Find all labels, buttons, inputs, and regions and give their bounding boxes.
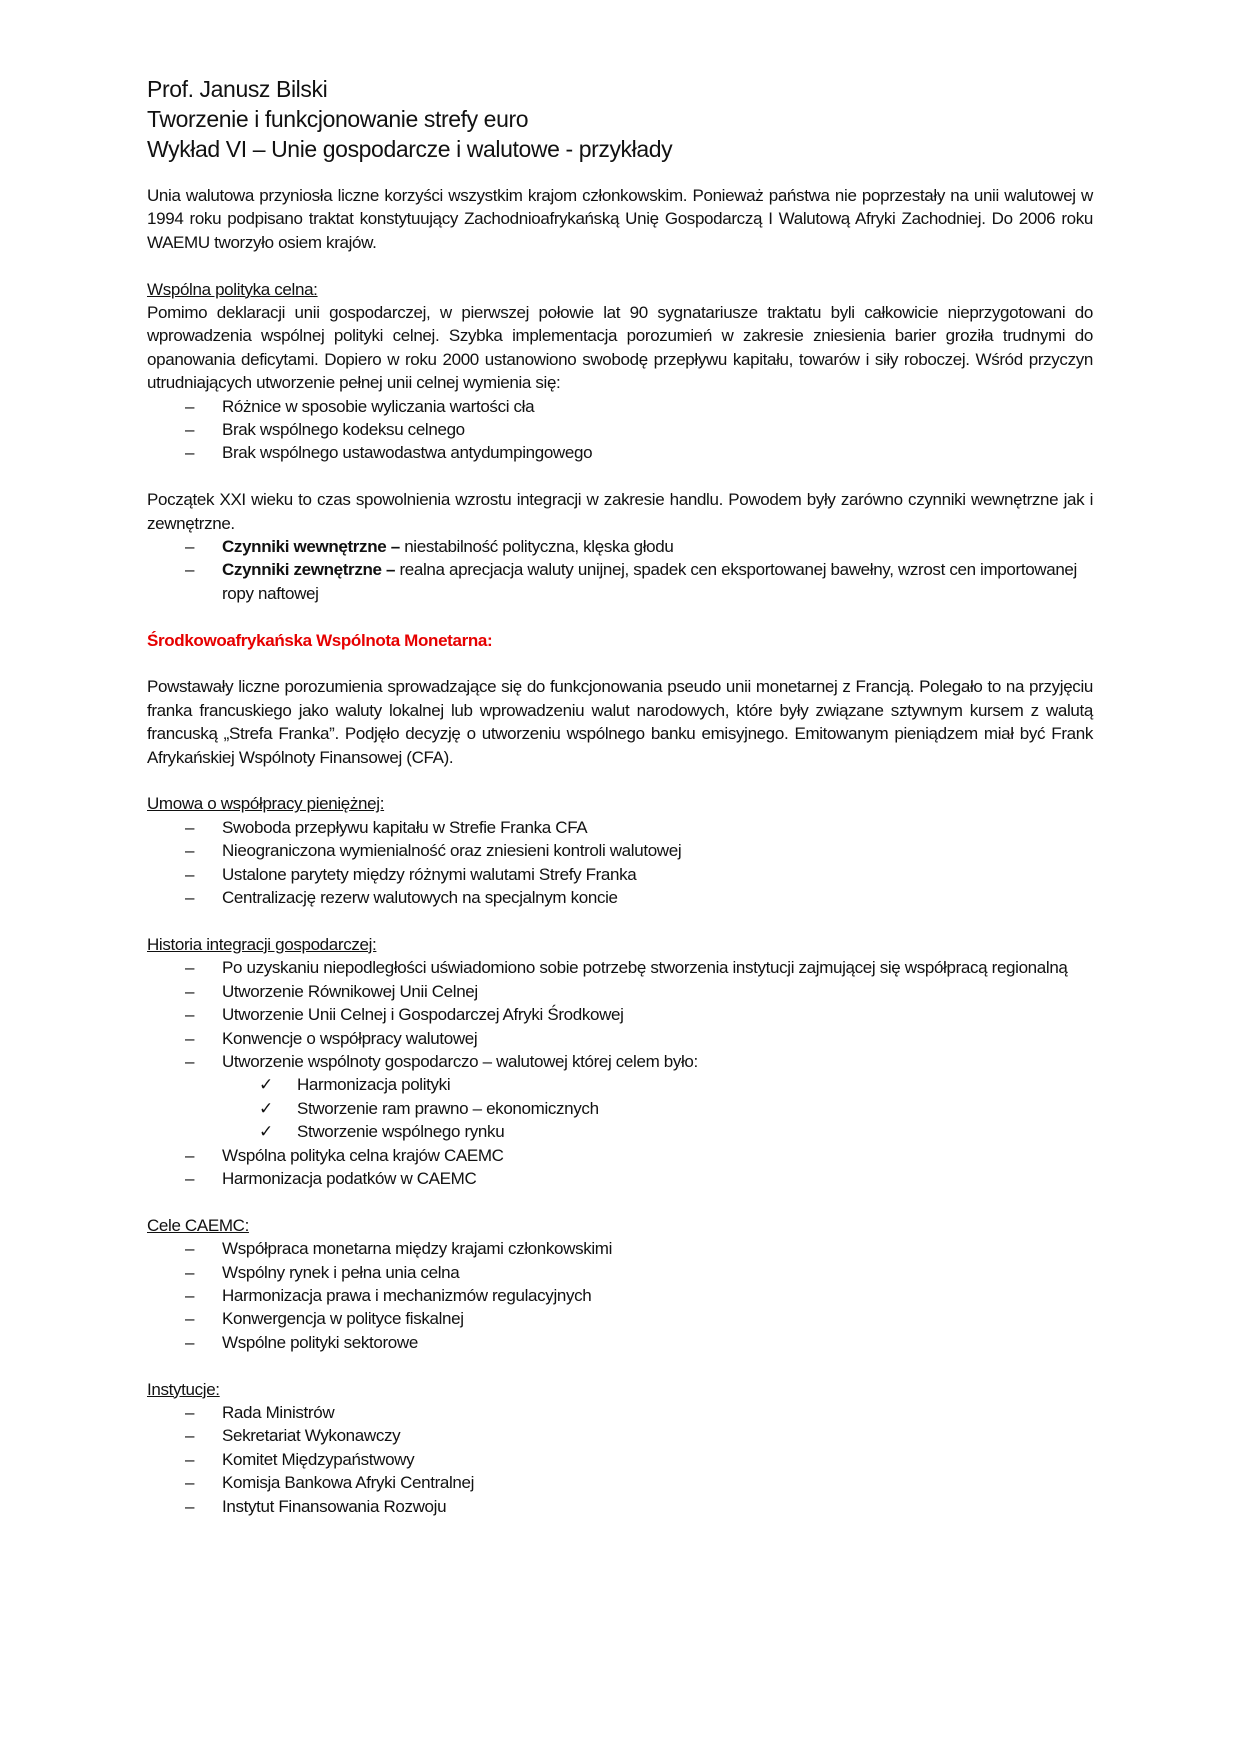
list-item-text: Utworzenie wspólnoty gospodarczo – walutowej której celem było: <box>222 1051 698 1071</box>
list-item <box>147 395 1093 418</box>
checklist-item <box>147 1120 1093 1143</box>
dash-bullet: – <box>185 1496 195 1516</box>
dash-bullet: – <box>185 1426 195 1446</box>
list-item-text: Harmonizacja podatków w CAEMC <box>222 1168 477 1188</box>
list-item <box>147 839 1093 862</box>
list-item-text: Instytut Finansowania Rozwoju <box>222 1496 447 1516</box>
list-item <box>147 956 1093 979</box>
dash-bullet: – <box>185 560 195 580</box>
dash-bullet: – <box>185 958 195 978</box>
list-item <box>147 1448 1093 1471</box>
list-item <box>147 1167 1093 1190</box>
list-item <box>147 1401 1093 1424</box>
section-heading-goals: Cele CAEMC: <box>147 1215 249 1235</box>
dash-bullet: – <box>185 443 195 463</box>
dash-bullet: – <box>185 1449 195 1469</box>
intro-paragraph: Unia walutowa przyniosła liczne korzyści wszystkim krajom członkowskim. Ponieważ państwa nie poprzestały na unii walutowej w 1994 roku podpisano traktat konstytuujący Zachodnioafrykańską Unię Gospodarczą I Walutową Afryki Zachodniej. Do 2006 roku WAEMU tworzyło osiem krajów. <box>147 186 1093 252</box>
list-item-text: Brak wspólnego kodeksu celnego <box>222 420 465 440</box>
list-item-text: Swoboda przepływu kapitału w Strefie Franka CFA <box>222 817 588 837</box>
list-item-text: Harmonizacja prawa i mechanizmów regulacyjnych <box>222 1285 592 1305</box>
list-item <box>147 1027 1093 1050</box>
list-item <box>147 980 1093 1003</box>
list-item-text: Wspólna polityka celna krajów CAEMC <box>222 1145 504 1165</box>
dash-bullet: – <box>185 1403 195 1422</box>
list-item-text: Brak wspólnego ustawodastwa antydumpingowego <box>222 443 593 463</box>
list-item-text: Utworzenie Unii Celnej i Gospodarczej Afryki Środkowej <box>222 1005 624 1025</box>
list-item <box>147 1424 1093 1447</box>
list-item <box>147 418 1093 441</box>
list-item <box>147 816 1093 839</box>
dash-bullet: – <box>185 420 195 440</box>
list-item <box>147 558 1093 605</box>
list-item <box>147 1495 1093 1518</box>
list-item <box>147 863 1093 886</box>
section-heading-history: Historia integracji gospodarczej: <box>147 934 377 954</box>
dash-bullet: – <box>185 1028 195 1048</box>
dash-bullet: – <box>185 1005 195 1025</box>
list-item-text: Ustalone parytety między różnymi walutami Strefy Franka <box>222 864 637 884</box>
checkmark-icon: ✓ <box>259 1122 273 1142</box>
dash-bullet: – <box>185 864 195 884</box>
list-item-text: Różnice w sposobie wyliczania wartości cła <box>222 396 535 416</box>
factors-list <box>147 535 1093 605</box>
dash-bullet: – <box>185 981 195 1001</box>
list-item <box>147 1003 1093 1026</box>
institutions-list <box>147 1401 1093 1518</box>
section-heading-agreement: Umowa o współpracy pieniężnej: <box>147 794 385 814</box>
list-item <box>147 1284 1093 1307</box>
list-item <box>147 1144 1093 1167</box>
factor-label: Czynniki wewnętrzne – <box>222 537 405 557</box>
list-item <box>147 1261 1093 1284</box>
list-item-text: Centralizację rezerw walutowych na specjalnym koncie <box>222 888 618 908</box>
list-item-text: Rada Ministrów <box>222 1403 335 1422</box>
checklist-item <box>147 1073 1093 1096</box>
customs-paragraph: Pomimo deklaracji unii gospodarczej, w pierwszej połowie lat 90 sygnatariusze traktatu byli całkowicie nieprzygotowani do wprowadzenia wspólnej polityki celnej. Szybka implementacja porozumień w zakresie zniesienia barier groziła trudnymi do opanowania deficytami. Dopiero w roku 2000 ustanowiono swobodę przepływu kapitału, towarów i siły roboczej. Wśród przyczyn utrudniających utworzenie pełnej unii celnej wymienia się: <box>147 303 1093 393</box>
list-item <box>147 1471 1093 1494</box>
dash-bullet: – <box>185 1168 195 1188</box>
list-item <box>147 1237 1093 1260</box>
factor-text: niestabilność polityczna, klęska głodu <box>404 537 674 557</box>
dash-bullet: – <box>185 888 195 908</box>
list-item <box>147 1307 1093 1330</box>
dash-bullet: – <box>185 817 195 837</box>
list-item <box>147 441 1093 464</box>
list-item-text: Konwencje o współpracy walutowej <box>222 1028 478 1048</box>
customs-list <box>147 395 1093 465</box>
list-item-text: Po uzyskaniu niepodległości uświadomiono sobie potrzebę stworzenia instytucji zajmującej się współpracą regionalną <box>222 958 1068 978</box>
dash-bullet: – <box>185 1309 195 1329</box>
dash-bullet: – <box>185 1262 195 1282</box>
checklist-item <box>147 1097 1093 1120</box>
dash-bullet: – <box>185 396 195 416</box>
list-item-text: Współpraca monetarna między krajami członkowskimi <box>222 1239 613 1259</box>
list-item-text: Harmonizacja polityki <box>297 1075 451 1095</box>
author: Prof. Janusz Bilski <box>147 76 328 102</box>
dash-bullet: – <box>185 1239 195 1259</box>
dash-bullet: – <box>185 1051 195 1071</box>
list-item-text: Sekretariat Wykonawczy <box>222 1426 401 1446</box>
dash-bullet: – <box>185 537 195 557</box>
list-item <box>147 535 1093 558</box>
course-title: Tworzenie i funkcjonowanie strefy euro <box>147 106 529 132</box>
list-item <box>147 1331 1093 1354</box>
document-page <box>147 74 1093 1518</box>
dash-bullet: – <box>185 841 195 861</box>
list-item-text: Konwergencja w polityce fiskalnej <box>222 1309 464 1329</box>
list-item-text: Nieograniczona wymienialność oraz zniesieni kontroli walutowej <box>222 841 682 861</box>
agreement-list <box>147 816 1093 910</box>
section-heading-institutions: Instytucje: <box>147 1379 220 1399</box>
section-heading-cemac: Środkowoafrykańska Wspólnota Monetarna: <box>147 630 493 650</box>
factor-text: realna aprecjacja waluty unijnej, spadek cen eksportowanej bawełny, wzrost cen importowanej ropy naftowej <box>222 560 1077 603</box>
slowdown-paragraph: Początek XXI wieku to czas spowolnienia wzrostu integracji w zakresie handlu. Powodem były zarówno czynniki wewnętrzne jak i zewnętrzne. <box>147 490 1093 533</box>
dash-bullet: – <box>185 1332 195 1352</box>
checkmark-icon: ✓ <box>259 1075 273 1095</box>
list-item <box>147 886 1093 909</box>
list-item-text: Komitet Międzypaństwowy <box>222 1449 415 1469</box>
lecture-title: Wykład VI – Unie gospodarcze i walutowe - przykłady <box>147 136 673 162</box>
list-item-text: Utworzenie Równikowej Unii Celnej <box>222 981 478 1001</box>
dash-bullet: – <box>185 1145 195 1165</box>
section-heading-customs: Wspólna polityka celna: <box>147 279 318 299</box>
checkmark-icon: ✓ <box>259 1098 273 1118</box>
history-list <box>147 956 1093 1190</box>
dash-bullet: – <box>185 1473 195 1493</box>
list-item-text: Wspólny rynek i pełna unia celna <box>222 1262 460 1282</box>
list-item-text: Wspólne polityki sektorowe <box>222 1332 418 1352</box>
list-item-text: Stworzenie ram prawno – ekonomicznych <box>297 1098 599 1118</box>
list-item-text: Komisja Bankowa Afryki Centralnej <box>222 1473 475 1493</box>
list-item-text: Stworzenie wspólnego rynku <box>297 1122 505 1142</box>
cemac-paragraph: Powstawały liczne porozumienia sprowadzające się do funkcjonowania pseudo unii monetarnej z Francją. Polegało to na przyjęciu franka francuskiego jako waluty lokalnej lub wprowadzeniu walut narodowych, które były związane sztywnym kursem z walutą francuską „Strefa Franka”. Podjęło decyzję o utworzeniu wspólnego banku emisyjnego. Emitowanym pieniądzem miał być Frank Afrykańskiej Wspólnoty Finansowej (CFA). <box>147 677 1093 767</box>
list-item <box>147 1050 1093 1073</box>
goals-list <box>147 1237 1093 1354</box>
factor-label: Czynniki zewnętrzne – <box>222 560 400 580</box>
dash-bullet: – <box>185 1285 195 1305</box>
